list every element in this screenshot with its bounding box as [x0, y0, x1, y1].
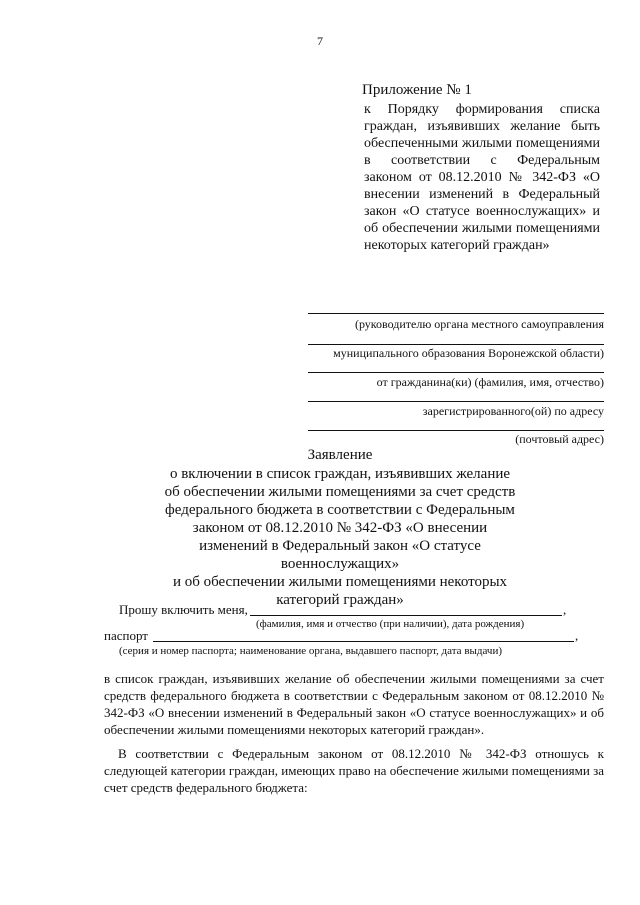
passport-caption: (серия и номер паспорта; наименование органа, выдавшего паспорт, дата выдачи): [119, 645, 503, 657]
head-caption: (руководителю органа местного самоуправления: [354, 317, 604, 331]
statement-line: об обеспечении жилыми помещениями за счет средств: [164, 484, 516, 500]
passport-comma: ,: [575, 628, 579, 643]
statement-title: [140, 446, 540, 609]
ask-caption: (фамилия, имя и отчество (при наличии), дата рождения): [256, 618, 525, 630]
page-number: 7: [317, 34, 323, 48]
statement-line: изменений в Федеральный закон «О статусе военнослужащих»: [199, 538, 481, 572]
statement-line: федерального бюджета в соответствии с Федеральным: [165, 502, 515, 518]
statement-line: и об обеспечении жилыми помещениями некоторых: [172, 574, 508, 590]
ask-comma: ,: [563, 602, 567, 617]
addressee-line-5: [308, 430, 604, 431]
statement-line: законом от 08.12.2010 № 342-ФЗ «О внесении: [192, 520, 488, 536]
passport-fill-line[interactable]: [153, 641, 574, 642]
address-caption: (почтовый адрес): [515, 432, 604, 446]
statement-heading: Заявление: [307, 447, 373, 463]
addressee-line-2: [308, 344, 604, 345]
passport-label: паспорт: [104, 628, 148, 643]
addressee-line-4: [308, 401, 604, 402]
statement-line: о включении в список граждан, изъявивших желание: [169, 466, 511, 482]
registered-caption: зарегистрированного(ой) по адресу: [422, 404, 604, 418]
addressee-line-3: [308, 372, 604, 373]
appendix-body: к Порядку формирования списка граждан, изъявивших желание быть обеспеченными жилыми помещениями в соответствии с Федеральным законом от 08.12.2010 № 342-ФЗ «О внесении изменений в Федеральный закон «О статусе военнослужащих» и об обеспечении жилыми помещениями некоторых категорий граждан»: [364, 102, 600, 253]
municipality-caption: муниципального образования Воронежской области): [333, 346, 604, 360]
ask-label: Прошу включить меня,: [119, 602, 248, 617]
paragraph-category: В соответствии с Федеральным законом от 08.12.2010 № 342-ФЗ отношусь к следующей категории граждан, имеющих право на обеспечение жилыми помещениями за счет средств федерального бюджета:: [104, 746, 604, 795]
appendix-block: [362, 82, 600, 254]
from-caption: от гражданина(ки) (фамилия, имя, отчество): [376, 375, 604, 389]
paragraph-list-inclusion: в список граждан, изъявивших желание об обеспечении жилыми помещениями за счет средств федерального бюджета в соответствии с Федеральным законом от 08.12.2010 № 342-ФЗ «О внесении изменений в Федеральный закон «О статусе военнослужащих» и об обеспечении жилыми помещениями некоторых категорий граждан».: [104, 671, 604, 737]
addressee-line-1: [308, 313, 604, 314]
name-fill-line[interactable]: [250, 615, 562, 616]
appendix-title: Приложение № 1: [362, 82, 472, 98]
statement-line: категорий граждан»: [276, 592, 404, 608]
